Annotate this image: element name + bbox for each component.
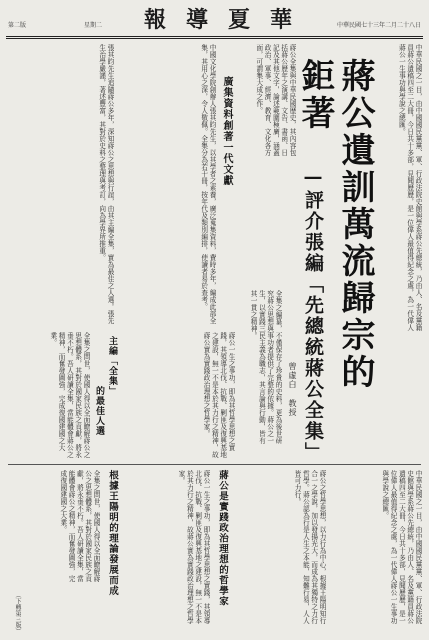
masthead-char: 導	[186, 6, 211, 33]
masthead	[144, 4, 294, 32]
article-column: 中華民國之一目，由中國國民黨黨、軍、行政法院史館與學系蔣公先總統，乃由人、名及黨籍員蔣公遺稿四至二大冊，今日共十多部，見聞歷歷，是一位偉人最值得紀念之處，為一代偉人蔣公一生事功與學說之總匯。	[380, 470, 422, 624]
masthead-char: 報	[144, 6, 169, 33]
article-column: 中華民國之一目，由中國國民黨黨、軍、行政法院史館與學系蔣公先總統，乃由人、名及黨籍員蔣公遺稿四至二大冊，今日共十多部，見聞歷歷，是一位偉人最值得紀念之處，為一代偉人蔣公一生事功與學說之總匯。	[397, 44, 422, 331]
section-heading: 廣集資料創著一代文獻	[221, 76, 232, 186]
page-header	[6, 4, 423, 38]
section-heading: 的最佳人選	[94, 386, 104, 436]
article-column: 蔣公一生之事功，即為其哲學思想之實踐，其領導北伐、抗戰、剿匪及復興基地之建設，無一不是本於其力行之精神，故蔣公實為實踐政治理想之哲學家。	[202, 332, 235, 458]
article-subtitle: —評介張編「先總統蔣公全集」	[302, 166, 324, 463]
section-heading: 根據王陽明的理論發展而成	[107, 470, 118, 596]
section-heading: 蔣公是實踐政治理想的哲學家	[217, 470, 228, 607]
article-column: 蔣公一生之事功，即為其哲學思想之實踐，其領導北伐、抗戰、剿匪及復興基地之建設，無一不是本於其力行之精神，故蔣公實為實踐政治理想之哲學家。	[177, 470, 210, 624]
article-column: 張其昀先生追隨蔣公多年，深知蔣公之思想與行誼，由其主編全集，實為最佳之人選。張先生治學嚴謹，著述豐富，其對於史料之整理與考訂，向為學界所推重。	[97, 44, 114, 324]
header-rule	[6, 38, 423, 39]
page-number-label: 第二版	[8, 22, 27, 29]
masthead-char: 華	[269, 6, 294, 33]
continued-note: （下轉第三版）	[14, 592, 21, 634]
article-author: 曾虛白 教授	[288, 362, 297, 417]
section-heading: 主編「全集」	[107, 336, 117, 396]
article-title: 蔣公遺訓萬流歸宗的鉅著	[295, 58, 375, 391]
header-rule	[6, 36, 423, 37]
article-column: 中國文化學院創辦人張其昀先生，以其學者之素養，廣泛蒐集資料，費時多年，編成此部全集，其用心之深，令人敬佩。全集分為若干冊，按年代及類別編排，使讀者易於查考。	[199, 44, 216, 324]
date-label: 中華民國七十三年二月二十八日	[336, 22, 421, 29]
article-column: 蔣公全集與中華民國歷史，其內容包括蔣公歷年之演講、文告、書函、日記及其他文字，論述範圍極廣，涵蓋政治、軍事、經濟、教育、文化各方面，可謂集大成之作。	[254, 44, 296, 156]
weekday-label: 星期二	[84, 22, 103, 29]
article-column: 全集之編纂，不僅保存了珍貴的史料，更為後世研究蔣公思想與事功者提供了完整的依據。蔣公之一生，以實踐三民主義為職志，其言論與行動，皆有其一貫之精神。	[249, 290, 282, 444]
masthead-char: 夏	[228, 6, 253, 33]
article-column: 全集之問世，使國人得以全面瞭解蔣公之思想體系，其對於國家民族之貢獻，將永垂不朽。吾人研讀全集，當能體會蔣公之精神，而奮發圖強，完成復國建國之大業。	[58, 470, 100, 582]
section-divider	[8, 464, 421, 465]
article-column: 全集之問世，使國人得以全面瞭解蔣公之思想體系，其對於國家民族之貢獻，將永垂不朽。吾人研讀全集，當能體會蔣公之精神，而奮發圖強，完成復國建國之大業。	[48, 332, 90, 458]
article-column: 蔣公之哲學思想，以力行為中心，根據王陽明知行合一之學說，加以發揚光大，而成為其獨特之力行哲學。蔣公認為行是人生之本能，知難行易，人人皆可力行。	[293, 470, 326, 624]
